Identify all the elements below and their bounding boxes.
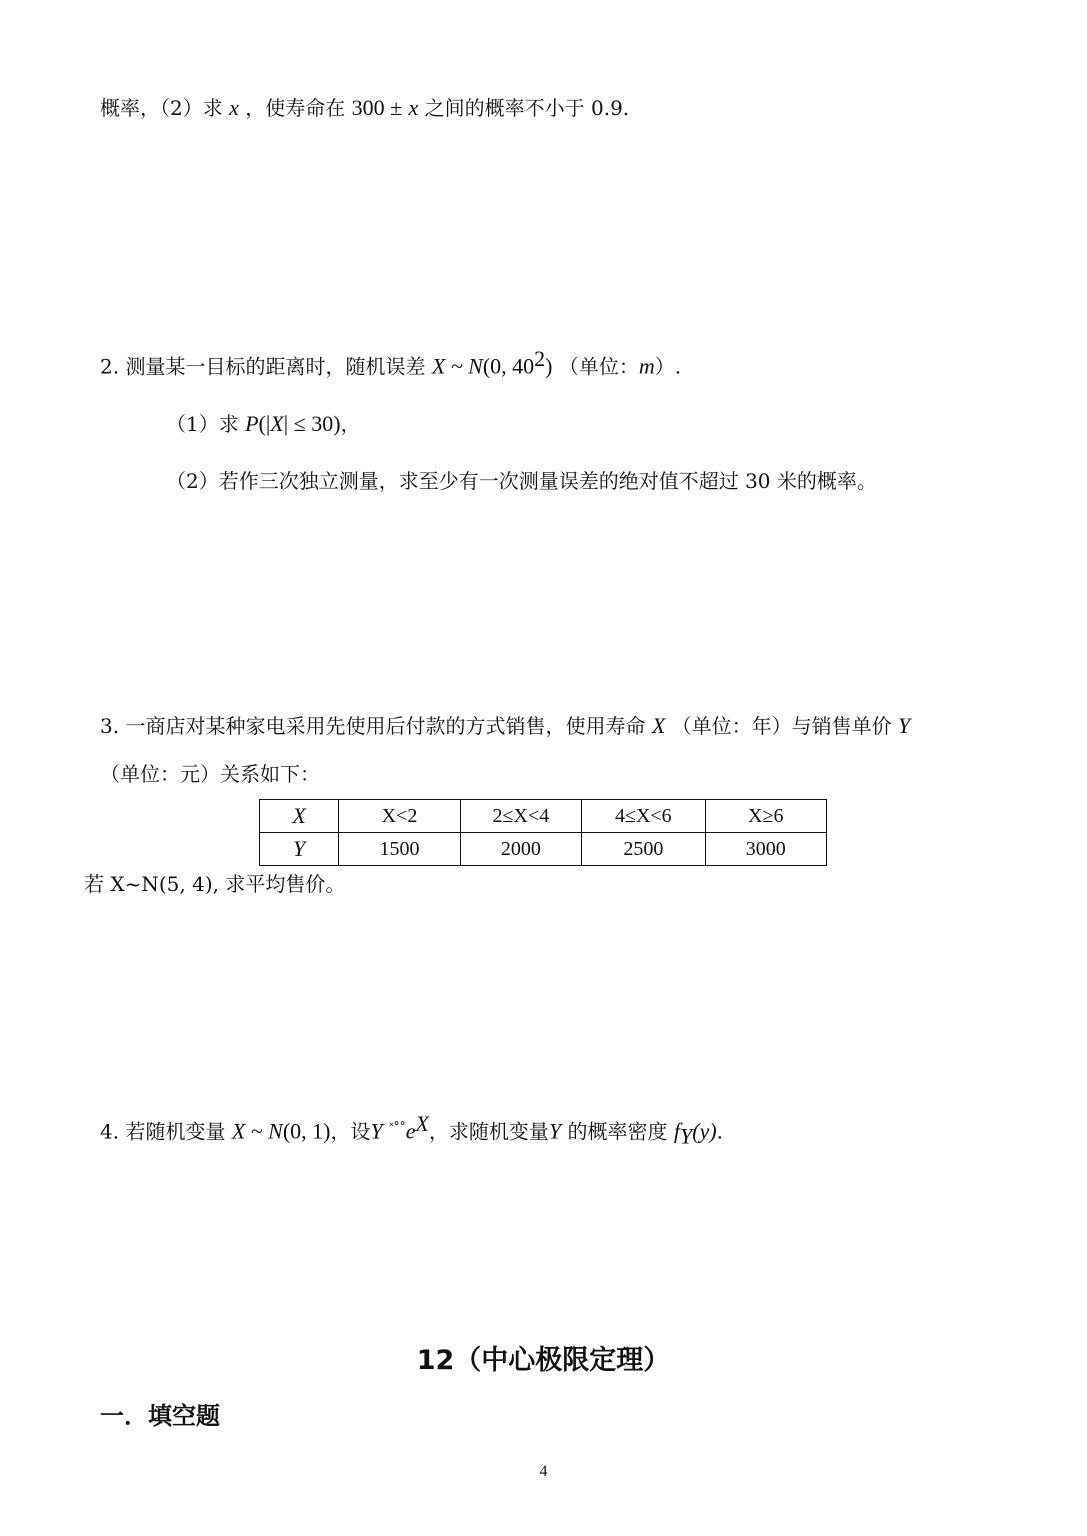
- price-table: [259, 799, 827, 866]
- table-cell: 3000: [705, 833, 826, 866]
- table-row: [260, 833, 827, 866]
- table-cell: X≥6: [705, 800, 826, 833]
- q3-stem-cont: （单位：元）关系如下：: [100, 762, 320, 786]
- table-cell: 2≤X<4: [460, 800, 581, 833]
- table-cell: X: [260, 800, 339, 833]
- table-cell: 4≤X<6: [582, 800, 705, 833]
- q2-part2: （2）若作三次独立测量，求至少有一次测量误差的绝对值不超过 30 米的概率。: [166, 469, 877, 493]
- section-title: 12（中心极限定理）: [416, 1345, 671, 1376]
- q4-number: 4.: [100, 1119, 120, 1144]
- garbled-symbol: ˟°°: [389, 1119, 406, 1134]
- q2-stem: 2. 测量某一目标的距离时，随机误差 X ~ N(0, $40^2$) （单位：m）.: [100, 346, 682, 379]
- page-number: 4: [539, 1463, 548, 1480]
- q3-number: 3.: [100, 714, 120, 738]
- q4-stem: 4. 若随机变量 X ~ N(0, 1)，设Y $^{˟^\circ^\circ}e^X$，求随机变量Y 的概率密度 $f_Y(y)$.: [100, 1111, 724, 1149]
- table-cell: 2000: [460, 833, 581, 866]
- table-cell: X<2: [339, 800, 460, 833]
- q3-question: 若 X~N(5, 4), 求平均售价。: [84, 872, 346, 896]
- q2-part1: （1）求 P(|X| ≤ 30)，: [166, 411, 361, 436]
- sub-heading: 一．填空题: [100, 1402, 220, 1430]
- table-cell: 1500: [339, 833, 460, 866]
- q1-part2-line: 概率，（2）求 x ，使寿命在 300 ± x 之间的概率不小于 0.9.: [100, 95, 630, 120]
- table-row: [260, 800, 827, 833]
- q3-stem: 3. 一商店对某种家电采用先使用后付款的方式销售，使用寿命 X （单位：年）与销售单价 Y: [100, 713, 911, 738]
- table-cell: 2500: [582, 833, 705, 866]
- q2-number: 2.: [100, 354, 120, 379]
- table-cell: Y: [260, 833, 339, 866]
